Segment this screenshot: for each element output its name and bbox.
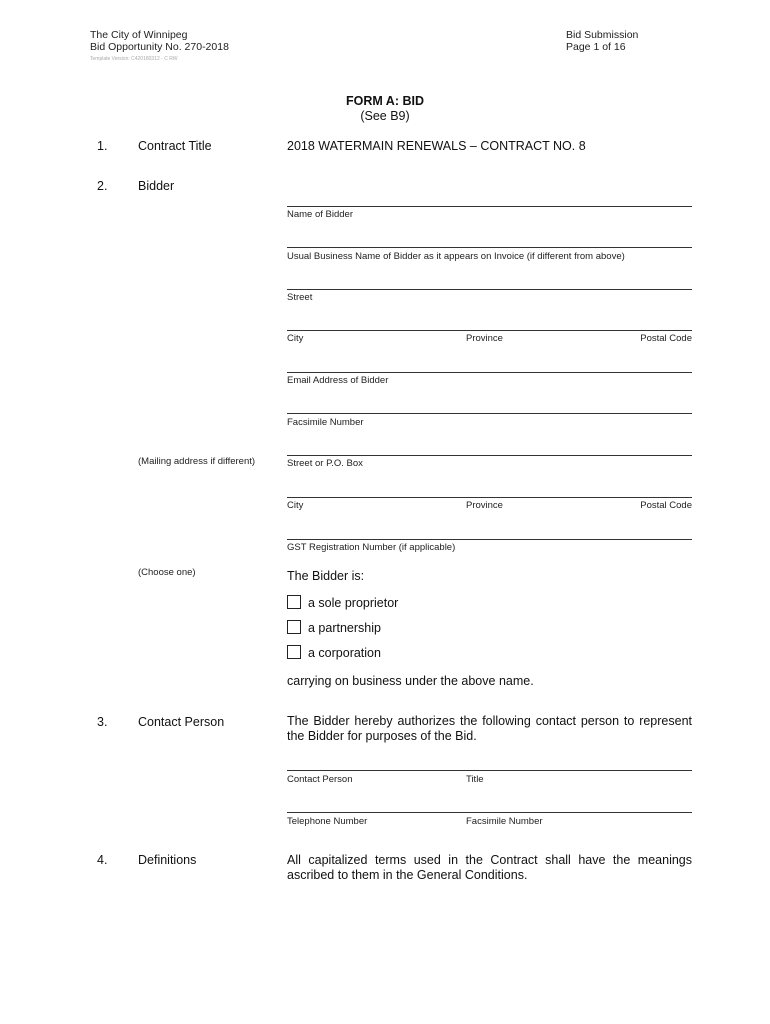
definitions-text: All capitalized terms used in the Contract shall have the meanings ascribed to them in the General Conditions. <box>287 853 692 882</box>
contact-phone-fax-field[interactable] <box>287 812 692 813</box>
form-title: FORM A: BID <box>346 94 424 108</box>
contact-facsimile-caption: Facsimile Number <box>466 816 543 827</box>
gst-caption: GST Registration Number (if applicable) <box>287 542 456 553</box>
gst-field[interactable] <box>287 539 692 540</box>
header-bid-opportunity: Bid Opportunity No. 270-2018 <box>90 41 229 53</box>
email-caption: Email Address of Bidder <box>287 375 389 386</box>
name-of-bidder-field[interactable] <box>287 206 692 207</box>
corporation-checkbox[interactable] <box>287 645 301 659</box>
form-subtitle: (See B9) <box>360 109 410 123</box>
contact-title-caption: Title <box>466 774 484 785</box>
section-4-label: Definitions <box>138 853 197 867</box>
choose-one-note: (Choose one) <box>138 567 196 578</box>
section-1-number: 1. <box>97 139 108 153</box>
po-box-field[interactable] <box>287 455 692 456</box>
street-field[interactable] <box>287 289 692 290</box>
usual-business-name-caption: Usual Business Name of Bidder as it appears on Invoice (if different from above) <box>287 251 625 262</box>
contact-person-caption: Contact Person <box>287 774 353 785</box>
header-template-version: Template Version: C420180312 - C RW <box>90 56 178 62</box>
sole-proprietor-checkbox[interactable] <box>287 595 301 609</box>
telephone-number-caption: Telephone Number <box>287 816 368 827</box>
facsimile-caption: Facsimile Number <box>287 417 364 428</box>
mailing-address-note: (Mailing address if different) <box>138 456 256 467</box>
bidder-is-label: The Bidder is: <box>287 569 365 583</box>
po-box-caption: Street or P.O. Box <box>287 458 363 469</box>
section-3-label: Contact Person <box>138 715 225 729</box>
city-caption: City <box>287 333 304 344</box>
contact-person-field[interactable] <box>287 770 692 771</box>
email-field[interactable] <box>287 372 692 373</box>
sole-proprietor-label: a sole proprietor <box>308 596 399 610</box>
mailing-postal-code-caption: Postal Code <box>640 500 692 511</box>
header-bid-submission: Bid Submission <box>566 29 639 41</box>
mailing-province-caption: Province <box>466 500 503 511</box>
section-1-label: Contract Title <box>138 139 212 153</box>
mailing-city-caption: City <box>287 500 304 511</box>
corporation-label: a corporation <box>308 646 381 660</box>
street-caption: Street <box>287 292 313 303</box>
section-3-number: 3. <box>97 715 108 729</box>
partnership-label: a partnership <box>308 621 381 635</box>
province-caption: Province <box>466 333 503 344</box>
header-page-number: Page 1 of 16 <box>566 41 626 53</box>
facsimile-field[interactable] <box>287 413 692 414</box>
section-4-number: 4. <box>97 853 108 867</box>
postal-code-caption: Postal Code <box>640 333 692 344</box>
contract-title-value: 2018 WATERMAIN RENEWALS – CONTRACT NO. 8 <box>287 139 586 153</box>
usual-business-name-field[interactable] <box>287 247 692 248</box>
mailing-city-province-postal-field[interactable] <box>287 497 692 498</box>
carrying-on-business-text: carrying on business under the above name. <box>287 674 534 688</box>
header-city: The City of Winnipeg <box>90 29 188 41</box>
city-province-postal-field[interactable] <box>287 330 692 331</box>
contact-authorization-text: The Bidder hereby authorizes the following contact person to represent the Bidder for purposes of the Bid. <box>287 714 692 743</box>
section-2-label: Bidder <box>138 179 175 193</box>
section-2-number: 2. <box>97 179 108 193</box>
name-of-bidder-caption: Name of Bidder <box>287 209 354 220</box>
partnership-checkbox[interactable] <box>287 620 301 634</box>
